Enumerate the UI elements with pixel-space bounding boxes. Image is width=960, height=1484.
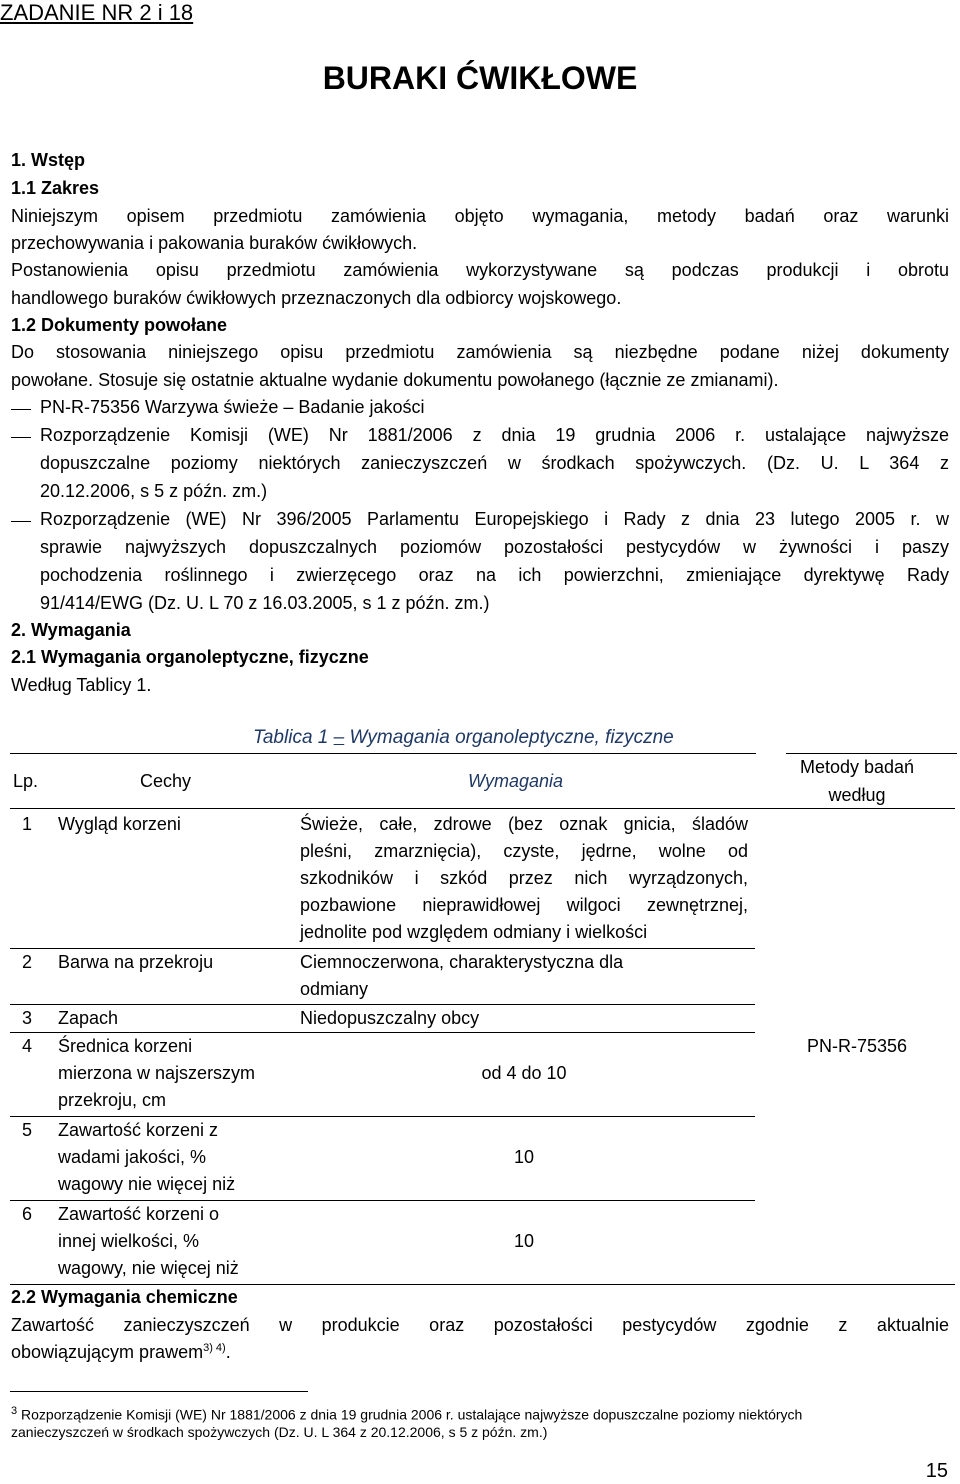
section-heading-organoleptic: 2.1 Wymagania organoleptyczne, fizyczne (11, 647, 369, 667)
footnote-reference: 3) 4) (203, 1342, 226, 1354)
scope-paragraph-line: handlowego buraków ćwikłowych przeznaczonych dla odbiorcy wojskowego. (11, 288, 622, 308)
section-heading-documents: 1.2 Dokumenty powołane (11, 315, 228, 335)
row-lp: 5 (22, 1120, 33, 1140)
section-heading-chemical: 2.2 Wymagania chemiczne (11, 1287, 238, 1307)
header-wymagania: Wymagania (468, 771, 564, 791)
task-label: ZADANIE NR 2 i 18 (0, 0, 194, 25)
row-wymaganie: szkodników i szkód przez nich wyrządzonych, (300, 868, 748, 888)
section-heading-requirements: 2. Wymagania (11, 620, 131, 640)
section-heading-scope: 1.1 Zakres (11, 178, 100, 198)
row-wymaganie: pleśni, zmarznięcia), czyste, jędrne, wolne od (300, 841, 748, 861)
document-item: sprawie najwyższych dopuszczalnych poziomów pozostałości pestycydów w żywności i paszy (40, 537, 949, 557)
row-lp: 6 (22, 1204, 33, 1224)
row-cecha: wagowy nie więcej niż (58, 1174, 236, 1194)
document-item: PN-R-75356 Warzywa świeże – Badanie jakości (40, 397, 425, 417)
document-item: 91/414/EWG (Dz. U. L 70 z 16.03.2005, s 1 z późn. zm.) (40, 593, 490, 613)
row-cecha: Średnica korzeni (58, 1036, 193, 1056)
table-row-divider (10, 1200, 755, 1201)
table-border-top (10, 753, 756, 754)
row-wymaganie: 10 (513, 1231, 535, 1251)
row-cecha: innej wielkości, % (58, 1231, 200, 1251)
scope-paragraph-line: przechowywania i pakowania buraków ćwikłowych. (11, 233, 418, 253)
document-item: Rozporządzenie (WE) Nr 396/2005 Parlamentu Europejskiego i Rady z dnia 23 lutego 2005 r. w (40, 509, 949, 529)
chemical-paragraph-line: obowiązującym prawem$^{3) 4)}$. (11, 1342, 231, 1362)
row-cecha: Zawartość korzeni z (58, 1120, 219, 1140)
page-title: BURAKI ĆWIKŁOWE (322, 60, 638, 96)
section-heading-intro: 1. Wstęp (11, 150, 86, 170)
table-row-divider (10, 1032, 755, 1033)
chemical-paragraph-line: Zawartość zanieczyszczeń w produkcie oraz pozostałości pestycydów zgodnie z aktualnie (11, 1315, 949, 1335)
list-dash (11, 521, 31, 522)
table-caption: Tablica 1 – Wymagania organoleptyczne, fizyczne (253, 727, 674, 748)
scope-paragraph-line: Niniejszym opisem przedmiotu zamówienia objęto wymagania, metody badań oraz warunki (11, 206, 949, 226)
row-lp: 1 (22, 814, 33, 834)
row-cecha: Zapach (58, 1008, 119, 1028)
footnote-text: zanieczyszczeń w środkach spożywczych (Dz. U. L 364 z 20.12.2006, s 5 z późn. zm.) (11, 1424, 548, 1440)
table-reference: Według Tablicy 1. (11, 675, 152, 695)
row-cecha: Barwa na przekroju (58, 952, 214, 972)
header-lp: Lp. (13, 771, 39, 791)
documents-paragraph-line: powołane. Stosuje się ostatnie aktualne wydanie dokumentu powołanego (łącznie ze zmianami). (11, 370, 779, 390)
page-number: 15 (925, 1460, 948, 1482)
row-wymaganie: Świeże, całe, zdrowe (bez oznak gnicia, śladów (300, 814, 748, 834)
list-dash (11, 437, 31, 438)
document-item: pochodzenia roślinnego i zwierzęcego oraz na ich powierzchni, zmieniające dyrektywę Rady (40, 565, 949, 585)
row-cecha: wagowy, nie więcej niż (58, 1258, 239, 1278)
row-cecha: mierzona w najszerszym (58, 1063, 256, 1083)
row-lp: 3 (22, 1008, 33, 1028)
table-row-divider (10, 1116, 755, 1117)
row-wymaganie: pozbawione nieprawidłowej wilgoci zewnętrznej, (300, 895, 748, 915)
row-wymaganie: jednolite pod względem odmiany i wielkości (300, 922, 648, 942)
row-wymaganie: 10 (513, 1147, 535, 1167)
table-row-divider (10, 1004, 755, 1005)
row-wymaganie: Niedopuszczalny obcy (300, 1008, 480, 1028)
row-lp: 2 (22, 952, 33, 972)
row-wymaganie: odmiany (300, 979, 369, 999)
header-cechy: Cechy (140, 771, 192, 791)
table-border-bottom (10, 1284, 955, 1285)
row-cecha: Wygląd korzeni (58, 814, 181, 834)
table-row-divider (10, 948, 755, 949)
row-cecha: wadami jakości, % (58, 1147, 207, 1167)
method-standard: PN-R-75356 (806, 1036, 908, 1056)
documents-paragraph-line: Do stosowania niniejszego opisu przedmiotu zamówienia są niezbędne podane niżej dokumenty (11, 342, 949, 362)
footnote-text: $^3$ Rozporządzenie Komisji (WE) Nr 1881/2006 z dnia 19 grudnia 2006 r. ustalające najwyższe dopuszczalne poziomy niektórych (11, 1405, 803, 1423)
header-metody: Metody badań (799, 757, 915, 777)
scope-paragraph-line: Postanowienia opisu przedmiotu zamówienia wykorzystywane są podczas produkcji i obrotu (11, 260, 949, 280)
table-border-top (786, 753, 957, 754)
row-wymaganie: Ciemnoczerwona, charakterystyczna dla (300, 952, 624, 972)
header-metody: według (828, 785, 886, 805)
footnote-separator (10, 1391, 308, 1392)
document-item: Rozporządzenie Komisji (WE) Nr 1881/2006 z dnia 19 grudnia 2006 r. ustalające najwyższe (40, 425, 949, 445)
row-cecha: Zawartość korzeni o (58, 1204, 220, 1224)
row-wymaganie: od 4 do 10 (481, 1063, 567, 1083)
row-lp: 4 (22, 1036, 33, 1056)
list-dash (11, 409, 31, 410)
table-header-divider (10, 808, 955, 809)
document-item: dopuszczalne poziomy niektórych zanieczyszczeń w środkach spożywczych. (Dz. U. L 364 z (40, 453, 949, 473)
document-item: 20.12.2006, s 5 z późn. zm.) (40, 481, 268, 501)
row-cecha: przekroju, cm (58, 1090, 167, 1110)
